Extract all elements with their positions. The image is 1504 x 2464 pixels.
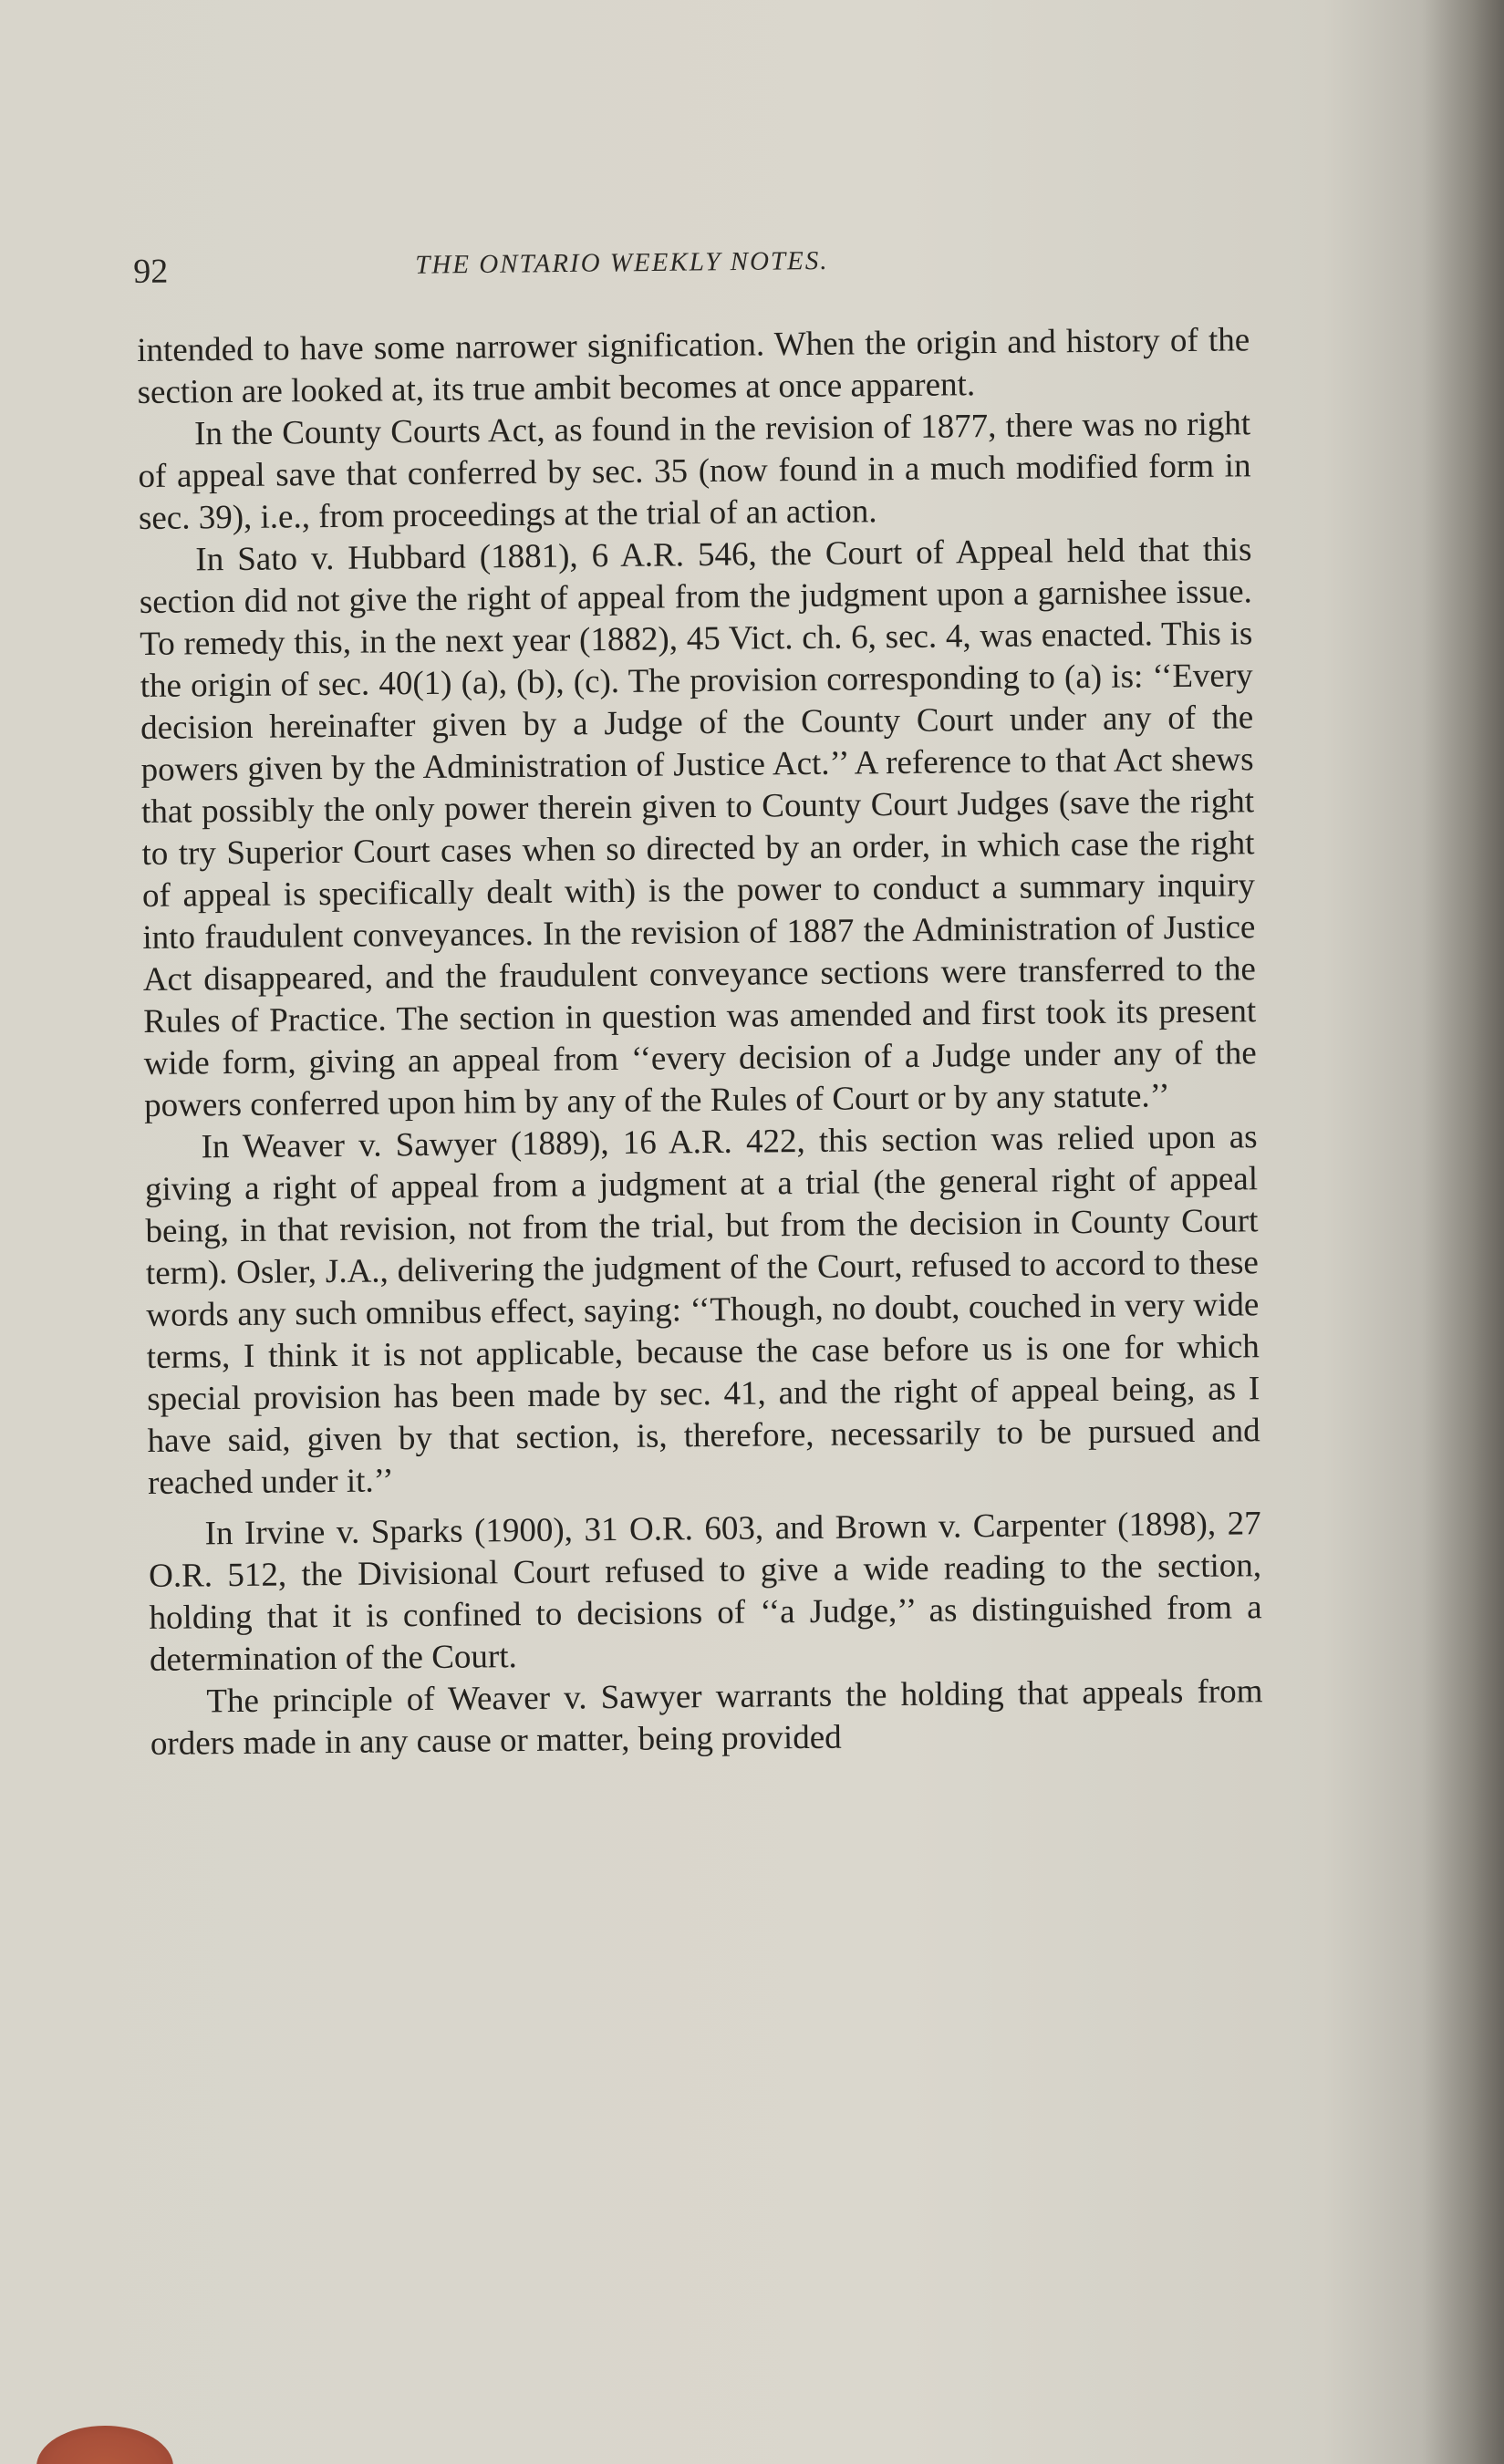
paragraph-weaver-v-sawyer: In Weaver v. Sawyer (1889), 16 A.R. 422, this section was relied upon as giving a right of appeal from a judgment at a trial (the general right of appeal being, in that revision, not from the trial, but from the decision in County Court term). Osler, J.A., delivering the judgment of the Court, refused to accord to these words any such omnibus effect, saying: ‘‘Though, no doubt, couched in very wide terms, I think it is not applicable, because the case before us is one for which special provision has been made by sec. 41, and the right of appeal being, as I have said, given by that section, is, therefore, necessarily to be pursued and reached under it.’’ [144, 1118, 1260, 1502]
binding-shadow [1422, 0, 1504, 2464]
paragraph-continuation: intended to have some narrower signification. When the origin and history of the section are looked at, its true ambit becomes at once apparent. [137, 321, 1250, 411]
paragraph-principle: The principle of Weaver v. Sawyer warrants the holding that appeals from orders made in any cause or matter, being provided [150, 1672, 1263, 1763]
paragraph-irvine-v-sparks: In Irvine v. Sparks (1900), 31 O.R. 603, and Brown v. Carpenter (1898), 27 O.R. 512, the Divisional Court refused to give a wide reading to the section, holding that it is confined to decisions of ‘‘a Judge,’’ as distinguished from a determination of the Court. [148, 1505, 1262, 1679]
paragraph-county-courts-act: In the County Courts Act, as found in the revision of 1877, there was no right of appeal save that conferred by sec. 35 (now found in a much modified form in sec. 39), i.e., from proceedings at the trial of an action. [138, 405, 1251, 537]
page-number: 92 [133, 252, 169, 291]
paragraph-sato-v-hubbard: In Sato v. Hubbard (1881), 6 A.R. 546, the Court of Appeal held that this section did not give the right of appeal from the judgment upon a garnishee issue. To remedy this, in the next year (1882), 45 Vict. ch. 6, sec. 4, was enacted. This is the origin of sec. 40(1) (a), (b), (c). The provision corresponding to (a) is: ‘‘Every decision hereinafter given by a Judge of the County Court under any of the powers given by the Administration of Justice Act.’’ A reference to that Act shews that possibly the only power therein given to County Court Judges (save the right to try Superior Court cases when so directed by an order, in which case the right of appeal is specifically dealt with) is the power to conduct a summary inquiry into fraudulent conveyances. In the revision of 1887 the Administration of Justice Act disappeared, and the fraudulent conveyance sections were transferred to the Rules of Practice. The section in question was amended and first took its present wide form, giving an appeal from ‘‘every decision of a Judge under any of the powers conferred upon him by any of the Rules of Court or by any statute.’’ [139, 531, 1257, 1124]
body-text [137, 319, 1263, 1765]
running-title: THE ONTARIO WEEKLY NOTES. [415, 245, 829, 280]
thumb-in-frame [36, 2426, 173, 2464]
page-header [128, 234, 1260, 301]
